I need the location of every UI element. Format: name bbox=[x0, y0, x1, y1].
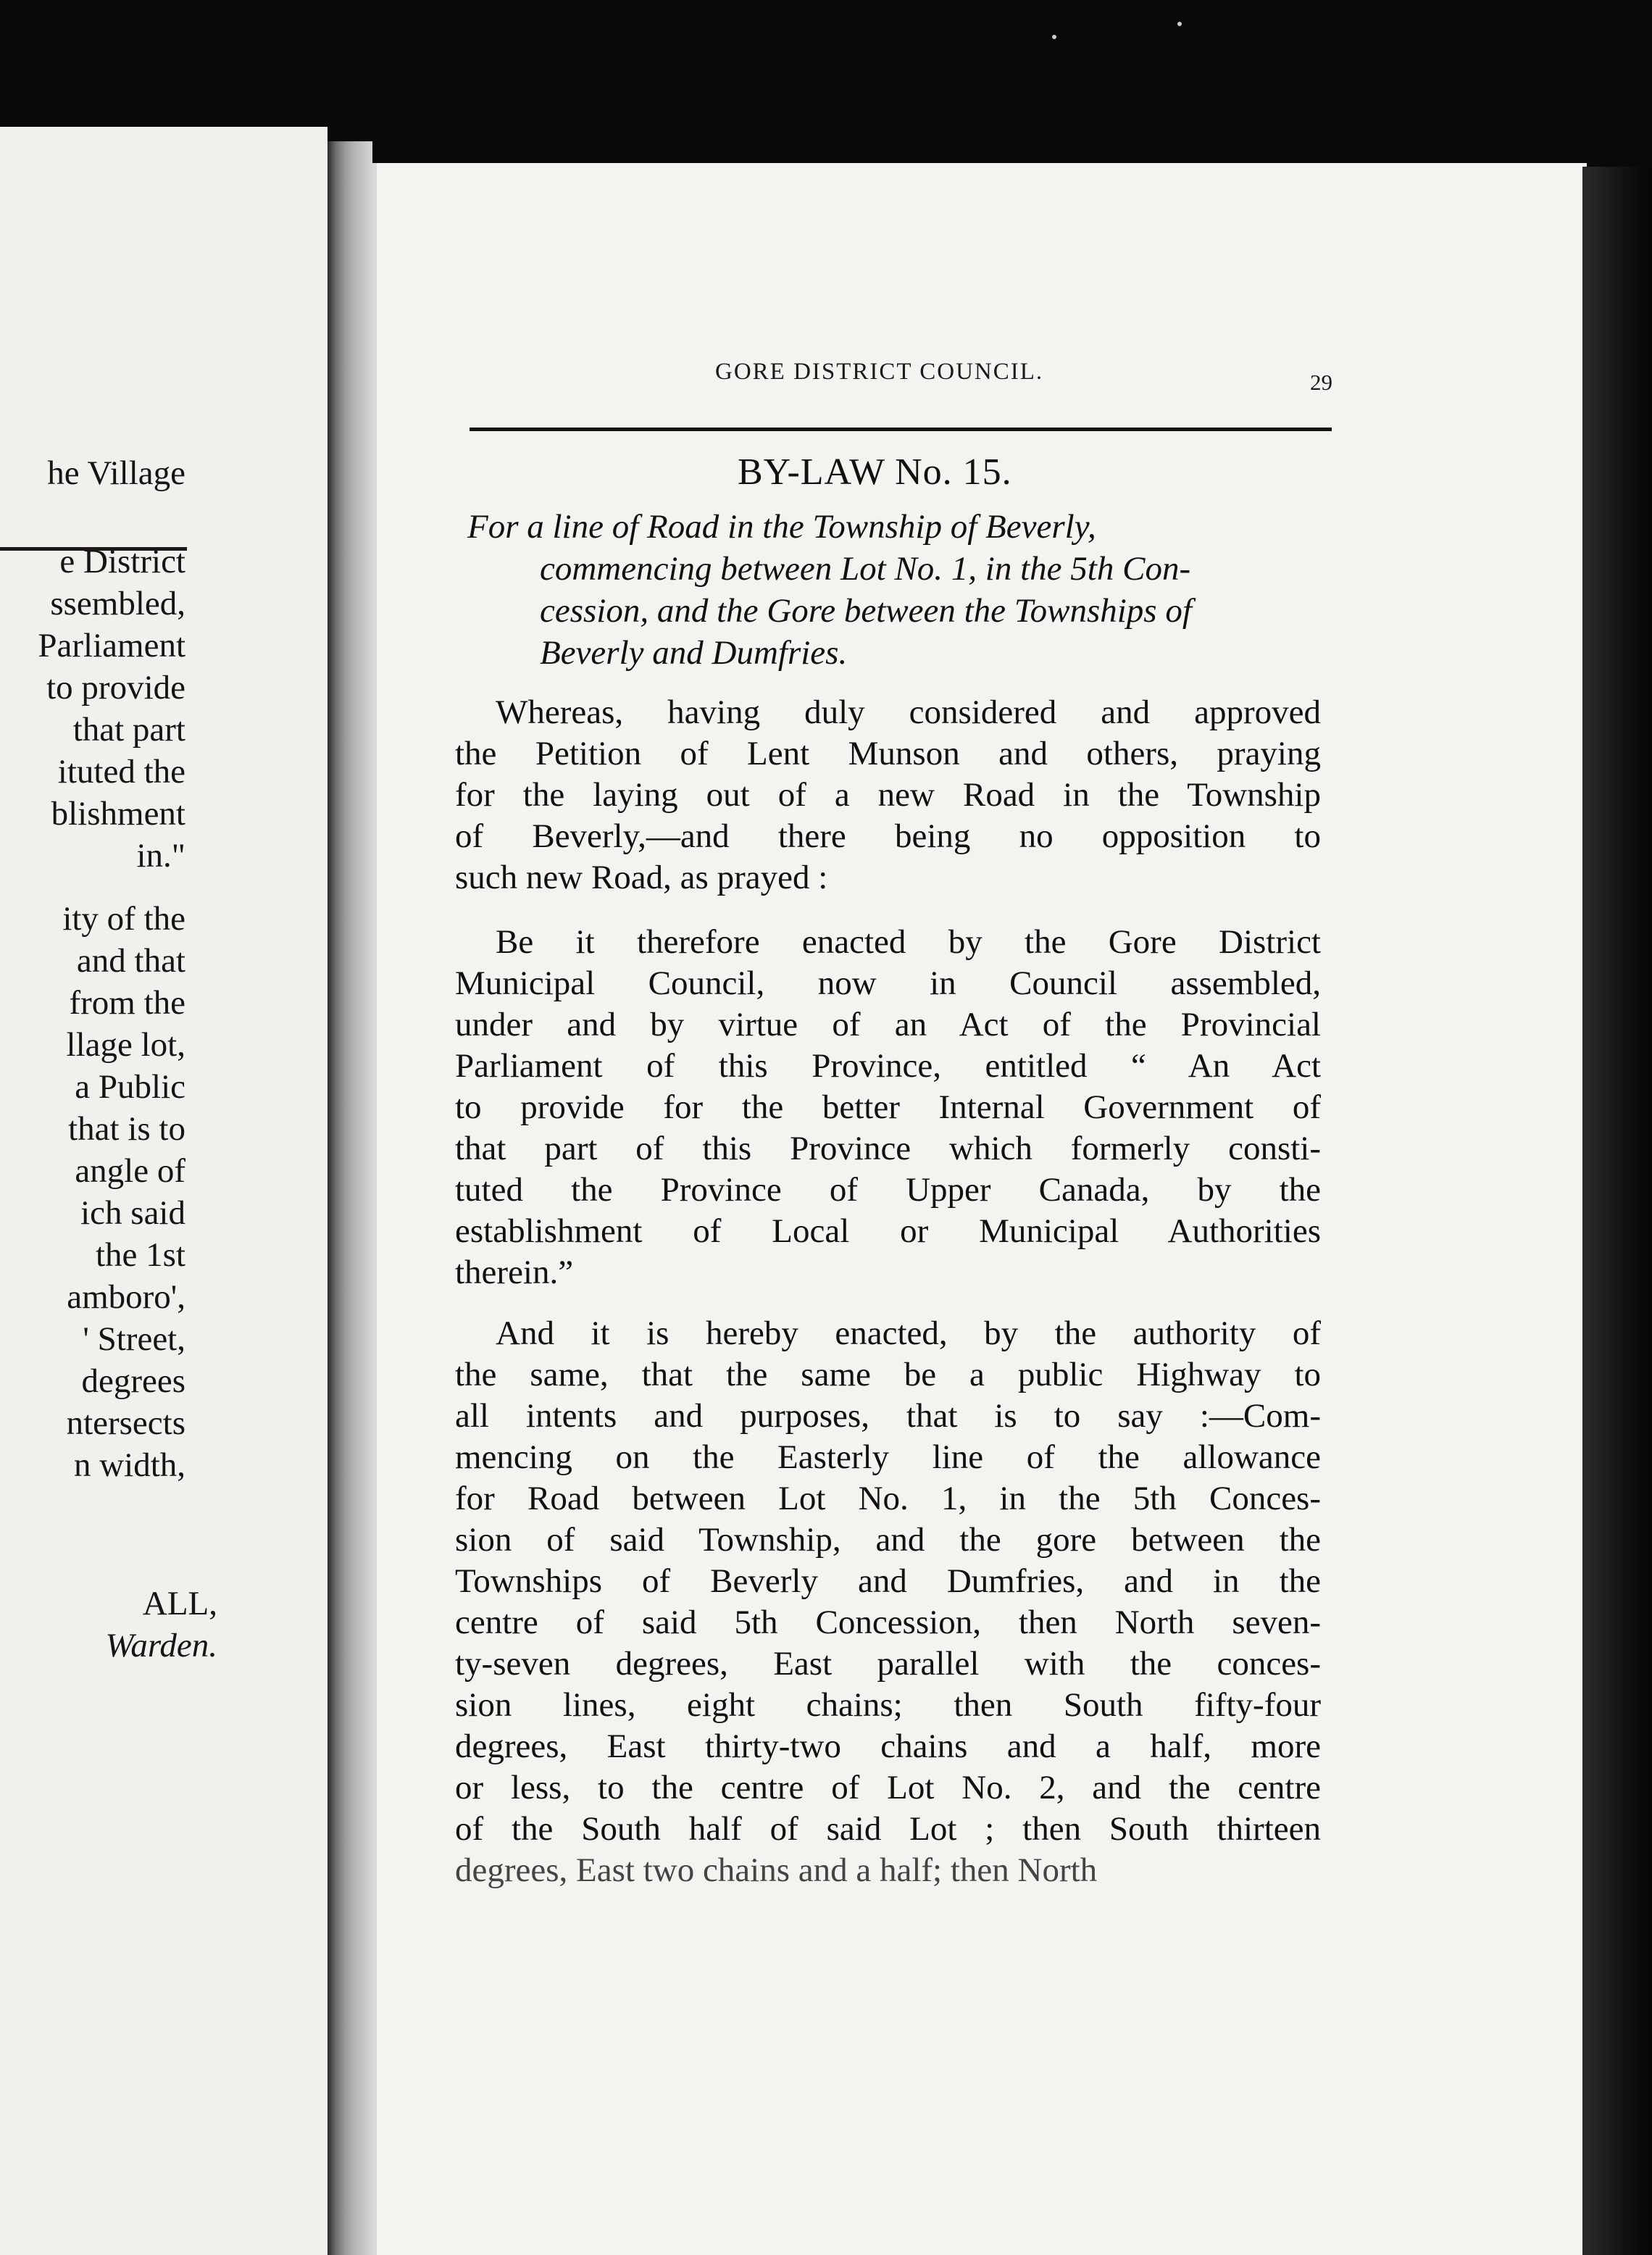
left-text-line: Parliament bbox=[38, 627, 185, 664]
dust-speck bbox=[1052, 35, 1056, 39]
paragraph-highway bbox=[455, 1313, 1321, 1891]
left-text-line: to provide bbox=[46, 669, 185, 706]
left-text-line: that is to bbox=[68, 1110, 185, 1148]
subtitle-line: Beverly and Dumfries. bbox=[540, 634, 848, 672]
text-line: degrees, East two chains and a half; then North bbox=[455, 1851, 1098, 1889]
left-text-line: degrees bbox=[81, 1362, 185, 1400]
text-line: to provide for the better Internal Government of bbox=[455, 1088, 1321, 1126]
text-line: mencing on the Easterly line of the allowance bbox=[455, 1438, 1321, 1476]
header-rule bbox=[470, 428, 1332, 431]
dust-speck bbox=[1177, 22, 1182, 26]
page-edge-shadow bbox=[1582, 167, 1652, 2255]
text-line: tuted the Province of Upper Canada, by the bbox=[455, 1171, 1321, 1209]
text-line: sion lines, eight chains; then South fifty-four bbox=[455, 1686, 1321, 1724]
book-gutter bbox=[328, 141, 372, 2255]
left-text-line: ich said bbox=[80, 1194, 185, 1232]
left-text-line: and that bbox=[76, 942, 185, 980]
text-line: And it is hereby enacted, by the authority of bbox=[496, 1314, 1321, 1352]
left-text-line: n width, bbox=[73, 1446, 185, 1484]
text-line: such new Road, as prayed : bbox=[455, 859, 828, 896]
left-text-line: ituted the bbox=[57, 753, 185, 791]
left-text-line: he Village bbox=[47, 454, 185, 492]
text-line: for Road between Lot No. 1, in the 5th Conces- bbox=[455, 1480, 1321, 1517]
text-line: Municipal Council, now in Council assembled, bbox=[455, 964, 1321, 1002]
text-line: of the South half of said Lot ; then South thirteen bbox=[455, 1810, 1321, 1848]
bylaw-title: BY-LAW No. 15. bbox=[738, 451, 1012, 493]
left-text-line: ssembled, bbox=[50, 585, 185, 622]
bylaw-subtitle bbox=[467, 506, 1359, 674]
subtitle-line: For a line of Road in the Township of Beverly, bbox=[467, 508, 1096, 546]
text-line: all intents and purposes, that is to say :—Com- bbox=[455, 1397, 1321, 1435]
left-text-line: a Public bbox=[75, 1068, 185, 1106]
text-line: establishment of Local or Municipal Authorities bbox=[455, 1212, 1321, 1250]
text-line: Parliament of this Province, entitled “ An Act bbox=[455, 1047, 1321, 1085]
paragraph-enactment bbox=[455, 922, 1321, 1293]
text-line: Be it therefore enacted by the Gore District bbox=[496, 923, 1321, 961]
left-text-line: ntersects bbox=[66, 1404, 185, 1442]
text-line: under and by virtue of an Act of the Provincial bbox=[455, 1006, 1321, 1043]
left-text-line: angle of bbox=[75, 1152, 185, 1190]
left-page bbox=[0, 127, 328, 2255]
text-line: the Petition of Lent Munson and others, praying bbox=[455, 735, 1321, 772]
page-number: 29 bbox=[1310, 370, 1332, 395]
text-line: for the laying out of a new Road in the Township bbox=[455, 776, 1321, 814]
left-text-line: that part bbox=[72, 711, 185, 749]
left-text-line: the 1st bbox=[95, 1236, 185, 1274]
text-line: centre of said 5th Concession, then North seven- bbox=[455, 1604, 1321, 1641]
left-signature-name: ALL, bbox=[142, 1585, 217, 1622]
text-line: therein.” bbox=[455, 1254, 574, 1291]
text-line: that part of this Province which formerly consti- bbox=[455, 1130, 1321, 1167]
text-line: the same, that the same be a public Highway to bbox=[455, 1356, 1321, 1393]
left-text-line: blishment bbox=[51, 795, 185, 833]
left-text-line: ' Street, bbox=[83, 1320, 185, 1358]
text-line: Whereas, having duly considered and approved bbox=[496, 693, 1321, 731]
text-line: sion of said Township, and the gore between the bbox=[455, 1521, 1321, 1559]
left-signature-title: Warden. bbox=[105, 1627, 217, 1664]
subtitle-line: cession, and the Gore between the Townships of bbox=[540, 592, 1192, 630]
text-line: Townships of Beverly and Dumfries, and in the bbox=[455, 1562, 1321, 1600]
left-text-line: llage lot, bbox=[66, 1026, 185, 1064]
left-text-line: amboro', bbox=[67, 1278, 185, 1316]
text-line: ty-seven degrees, East parallel with the conces- bbox=[455, 1645, 1321, 1683]
left-text-line: e District bbox=[59, 543, 185, 580]
running-header: GORE DISTRICT COUNCIL. bbox=[715, 359, 1044, 385]
paragraph-preamble bbox=[455, 692, 1321, 899]
text-line: degrees, East thirty-two chains and a half, more bbox=[455, 1727, 1321, 1765]
text-line: or less, to the centre of Lot No. 2, and the centre bbox=[455, 1769, 1321, 1806]
left-text-line: ity of the bbox=[62, 900, 185, 938]
left-text-line: in." bbox=[136, 837, 185, 875]
subtitle-line: commencing between Lot No. 1, in the 5th Con- bbox=[540, 550, 1191, 588]
left-text-line: from the bbox=[69, 984, 185, 1022]
text-line: of Beverly,—and there being no opposition to bbox=[455, 817, 1321, 855]
